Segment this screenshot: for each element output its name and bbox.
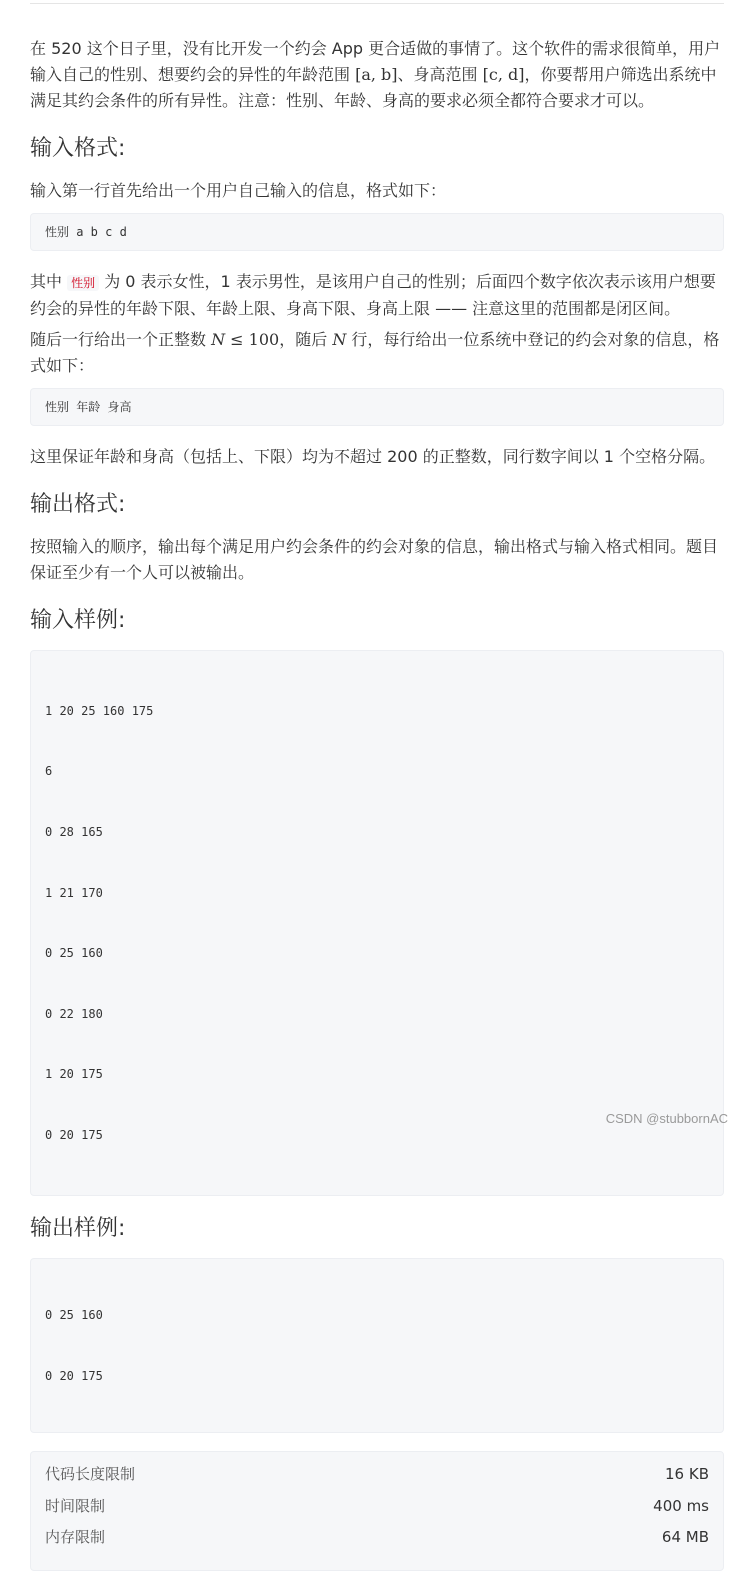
code-line: 0 25 160: [45, 946, 103, 961]
problem-statement: [30, 36, 724, 1571]
range-ab: [a, b]: [355, 65, 398, 84]
sample-output-heading: 输出样例:: [30, 1215, 126, 1241]
code-line: 0 22 180: [45, 1006, 103, 1021]
limit-value: 16 KB: [665, 1465, 709, 1484]
input-format-heading: 输入格式:: [30, 136, 126, 161]
record-format-code: 性别 年龄 身高: [30, 388, 724, 426]
gender-inline-code: 性别: [67, 275, 99, 291]
sample-input-heading: 输入样例:: [30, 608, 126, 634]
n-explanation: 随后一行给出一个正整数 N ≤ 100，随后 N 行，每行给出一位系统中登记的约会对象的信息，格式如下：: [30, 330, 720, 376]
time-limit: [45, 1496, 709, 1516]
range-cd: [c, d]: [482, 65, 525, 84]
input-format-code: 性别 a b c d: [30, 213, 724, 251]
intro-paragraph: 在 520 这个日子里，没有比开发一个约会 App 更合适做的事情了。这个软件的需求很简单，用户输入自己的性别、想要约会的异性的年龄范围 [a, b]、身高范围 [c, d]，你要帮用户筛选出系统中满足其约会条件的所有异性。注意：性别、年龄、身高的要求必须全都符合要求才可以。: [30, 39, 721, 110]
code-line: 1 20 175: [45, 1067, 103, 1082]
limit-label: 代码长度限制: [45, 1465, 136, 1484]
code-line: 1 20 25 160 175: [45, 703, 154, 718]
code-line: 0 25 160: [45, 1308, 103, 1323]
code-line: 6: [45, 764, 53, 779]
range-guarantee: 这里保证年龄和身高（包括上、下限）均为不超过 200 的正整数，同行数字间以 1 个空格分隔。: [30, 447, 716, 467]
memory-limit: [45, 1527, 709, 1547]
limit-value: 400 ms: [653, 1496, 709, 1515]
input-line1: 输入第一行首先给出一个用户自己输入的信息，格式如下：: [30, 181, 447, 200]
output-format-heading: 输出格式:: [30, 492, 126, 518]
code-line: 0 20 175: [45, 1128, 103, 1143]
code-line: 1 21 170: [45, 885, 103, 900]
csdn-watermark: CSDN @stubbornAC: [605, 1111, 728, 1126]
top-divider: [30, 0, 724, 4]
code-line: 0 20 175: [45, 1368, 103, 1383]
limit-value: 64 MB: [661, 1528, 709, 1547]
limit-label: 内存限制: [45, 1528, 106, 1547]
limit-label: 时间限制: [45, 1496, 106, 1515]
output-format-text: 按照输入的顺序，输出每个满足用户约会条件的约会对象的信息，输出格式与输入格式相同。题目保证至少有一个人可以被输出。: [30, 537, 719, 583]
code-length-limit: [45, 1464, 709, 1484]
gender-explanation: 其中 性别 为 0 表示女性，1 表示男性，是该用户自己的性别；后面四个数字依次表示该用户想要约会的异性的年龄下限、年龄上限、身高下限、身高上限 —— 注意这里的范围都是闭区间。: [30, 272, 716, 319]
code-line: 0 28 165: [45, 825, 103, 840]
sample-output-code: [30, 1258, 724, 1434]
limits-panel: [30, 1451, 724, 1571]
